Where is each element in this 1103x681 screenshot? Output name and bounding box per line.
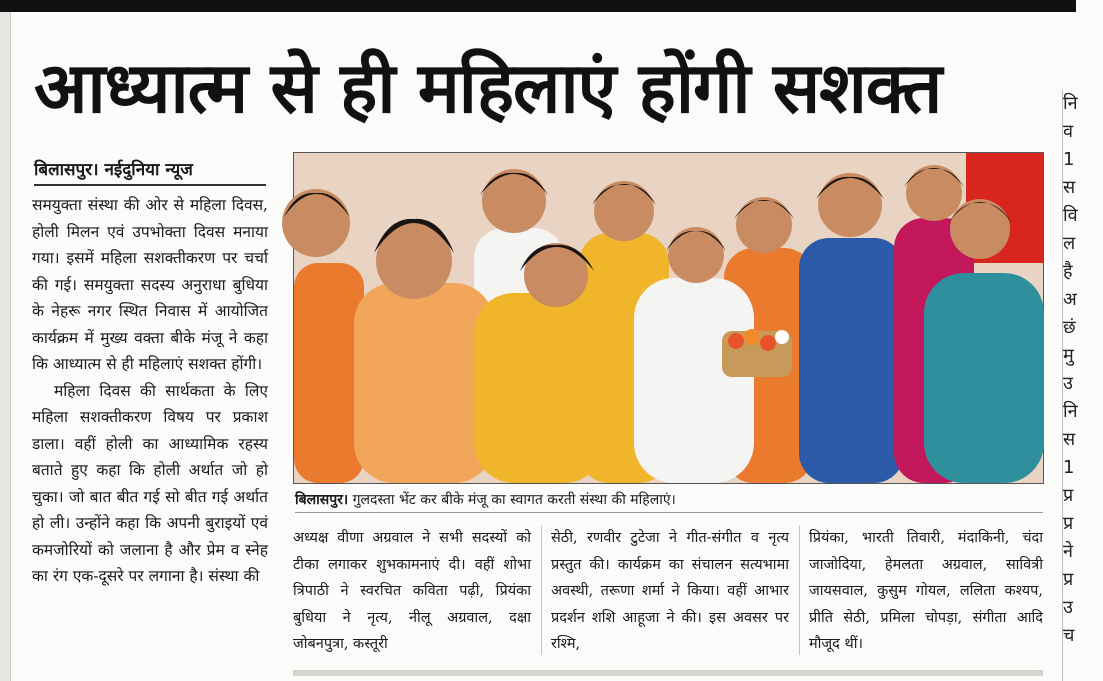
headline: आध्यात्म से ही महिलाएं होंगी सशक्त — [34, 47, 942, 129]
news-photo — [293, 152, 1044, 484]
adjacent-line: प्र — [1063, 569, 1074, 590]
caption-text: गुलदस्ता भेंट कर बीके मंजू का स्वागत करती संस्था की महिलाएं। — [352, 492, 676, 508]
adjacent-line: नि — [1063, 401, 1078, 422]
article-bottom-columns — [293, 525, 1043, 660]
adjacent-line: ल — [1063, 233, 1076, 254]
adjacent-line: 1 — [1063, 149, 1075, 170]
adjacent-line: नि — [1063, 93, 1078, 114]
adjacent-line: है — [1063, 261, 1073, 282]
bouquet — [722, 329, 792, 377]
bottom-rule — [293, 670, 1043, 676]
adjacent-line: ने — [1063, 541, 1073, 562]
top-dark-bar — [0, 0, 1076, 12]
adjacent-line: वि — [1063, 205, 1078, 226]
news-photo-illustration — [294, 153, 1043, 483]
adjacent-line: छं — [1063, 317, 1076, 338]
adjacent-line: व — [1063, 121, 1074, 142]
adjacent-column-fragment — [1062, 90, 1077, 681]
article-column-4 — [809, 525, 1043, 660]
adjacent-line: मु — [1063, 345, 1074, 366]
photo-caption — [295, 488, 1043, 513]
adjacent-line: प्र — [1063, 513, 1074, 534]
adjacent-line: 1 — [1063, 457, 1075, 478]
article-paragraph: सेठी, रणवीर टुटेजा ने गीत-संगीत व नृत्य प्रस्तुत की। कार्यक्रम का संचालन सत्यभामा अवस्थी, तरूणा शर्मा ने किया। वहीं आभार प्रदर्शन शशि आहूजा ने की। इस अवसर पर रश्मि, — [551, 530, 789, 652]
article-paragraph: समयुक्ता संस्था की ओर से महिला दिवस, होली मिलन एवं उपभोक्ता दिवस मनाया गया। इसमें महिला सशक्तीकरण पर चर्चा की गई। समयुक्ता सदस्य अनुराधा बुधिया के नेहरू नगर स्थित निवास में आयोजित कार्यक्रम में मुख्य वक्ता बीके मंजू ने कहा कि आध्यात्म से ही महिलाएं सशक्त होंगी। — [32, 196, 268, 373]
article-column-3 — [551, 525, 789, 660]
article-column-1 — [32, 192, 268, 662]
article-column-2 — [293, 525, 531, 660]
left-page-edge — [0, 12, 11, 681]
article-paragraph: प्रियंका, भारती तिवारी, मंदाकिनी, चंदा जाजोदिया, हेमलता अग्रवाल, सावित्री जायसवाल, कुसुम गोयल, ललिता कश्यप, प्रीति सेठी, प्रमिला चोपड़ा, संगीता आदि मौजूद थीं। — [809, 530, 1043, 652]
adjacent-line: प्र — [1063, 485, 1074, 506]
article-paragraph: अध्यक्ष वीणा अग्रवाल ने सभी सदस्यों को टीका लगाकर शुभकामनाएं दी। वहीं शोभा त्रिपाठी ने स्वरचित कविता पढ़ी, प्रियंका बुधिया ने नृत्य, नीलू अग्रवाल, दक्षा जोबनपुत्रा, कस्तूरी — [293, 530, 531, 652]
article-paragraph: महिला दिवस की सार्थकता के लिए महिला सशक्तीकरण विषय पर प्रकाश डाला। वहीं होली का आध्यामिक रहस्य बताते हुए कहा कि होली अर्थात जो हो चुका। जो बात बीत गई सो बीत गई अर्थात हो ली। उन्होंने कहा कि अपनी बुराइयों एवं कमजोरियों को जलाना है और प्रेम व स्नेह का रंग एक-दूसरे पर लगाना है। संस्था की — [32, 381, 268, 585]
adjacent-line: उ — [1063, 373, 1073, 394]
adjacent-line: अ — [1063, 289, 1077, 310]
adjacent-line: स — [1063, 429, 1076, 450]
adjacent-line: उ — [1063, 597, 1073, 618]
adjacent-line: स — [1063, 177, 1076, 198]
dateline: बिलासपुर। नईदुनिया न्यूज — [34, 156, 266, 186]
caption-place: बिलासपुर। — [295, 492, 349, 508]
adjacent-line: च — [1063, 625, 1075, 646]
